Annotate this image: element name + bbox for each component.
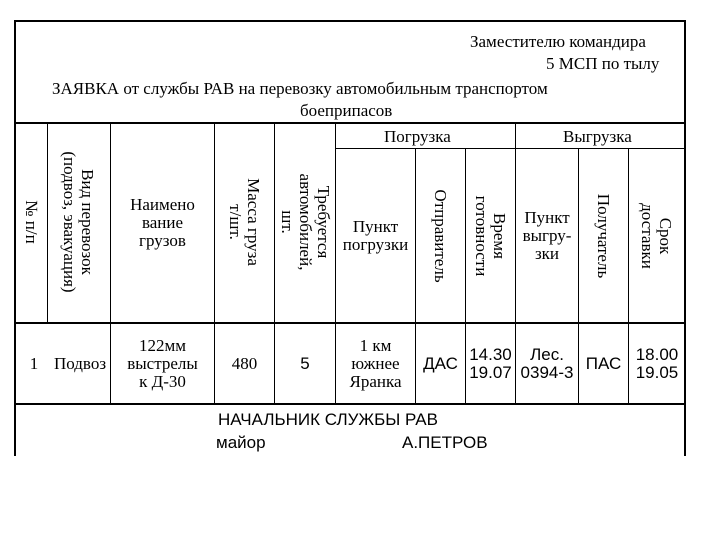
data-row-bottom-line (14, 403, 686, 405)
recipient-line-1: Заместителю командира (470, 32, 646, 51)
group-header-bottom-line (335, 148, 686, 149)
col-header-num: № п/п (22, 200, 41, 244)
row-delivery-deadline: 18.00 19.05 (635, 344, 679, 382)
request-title-line-1: ЗАЯВКА от службы РАВ на перевозку автомобильным транспортом (52, 79, 548, 98)
row-ready-time: 14.30 19.07 (469, 344, 512, 382)
row-cargo-mass: 480 (231, 353, 258, 373)
col-header-sender: Отправитель (431, 189, 450, 283)
col-header-ready-time: Время готовности (472, 195, 509, 277)
row-receiver: ПАС (585, 353, 622, 373)
signature-position: НАЧАЛЬНИК СЛУЖБЫ РАВ (218, 410, 438, 429)
col-header-delivery-deadline: Срок доставки (638, 203, 675, 269)
col-header-unloading-point: Пункт выгру- зки (522, 208, 572, 263)
col-header-transport-kind: Вид перевозок (подвоз, эвакуация) (60, 151, 97, 293)
row-num: 1 (29, 353, 39, 373)
request-title-line-2: боеприпасов (300, 101, 393, 120)
row-sender: ДАС (423, 353, 458, 373)
col-header-receiver: Получатель (594, 193, 613, 279)
group-loading-label: Погрузка (384, 127, 451, 146)
col-header-cargo-mass: Масса груза т/шт. (226, 178, 263, 266)
group-unloading-label: Выгрузка (563, 127, 632, 146)
col-header-vehicles-required: Требуется автомобилей, шт. (278, 173, 333, 271)
col-header-loading-point: Пункт погрузки (342, 217, 409, 254)
row-loading-point: 1 км южнее Яранка (349, 335, 402, 391)
row-cargo-name: 122мм выстрелы к Д-30 (127, 335, 198, 391)
row-transport-kind: Подвоз (53, 353, 107, 373)
row-unloading-point: Лес. 0394-3 (520, 344, 574, 382)
col-divider-1 (47, 123, 48, 323)
recipient-line-2: 5 МСП по тылу (546, 54, 660, 73)
col-header-cargo-name: Наимено вание грузов (130, 195, 195, 250)
signature-name: А.ПЕТРОВ (402, 433, 488, 452)
signature-rank: майор (216, 433, 266, 452)
row-vehicles-required: 5 (300, 353, 310, 373)
